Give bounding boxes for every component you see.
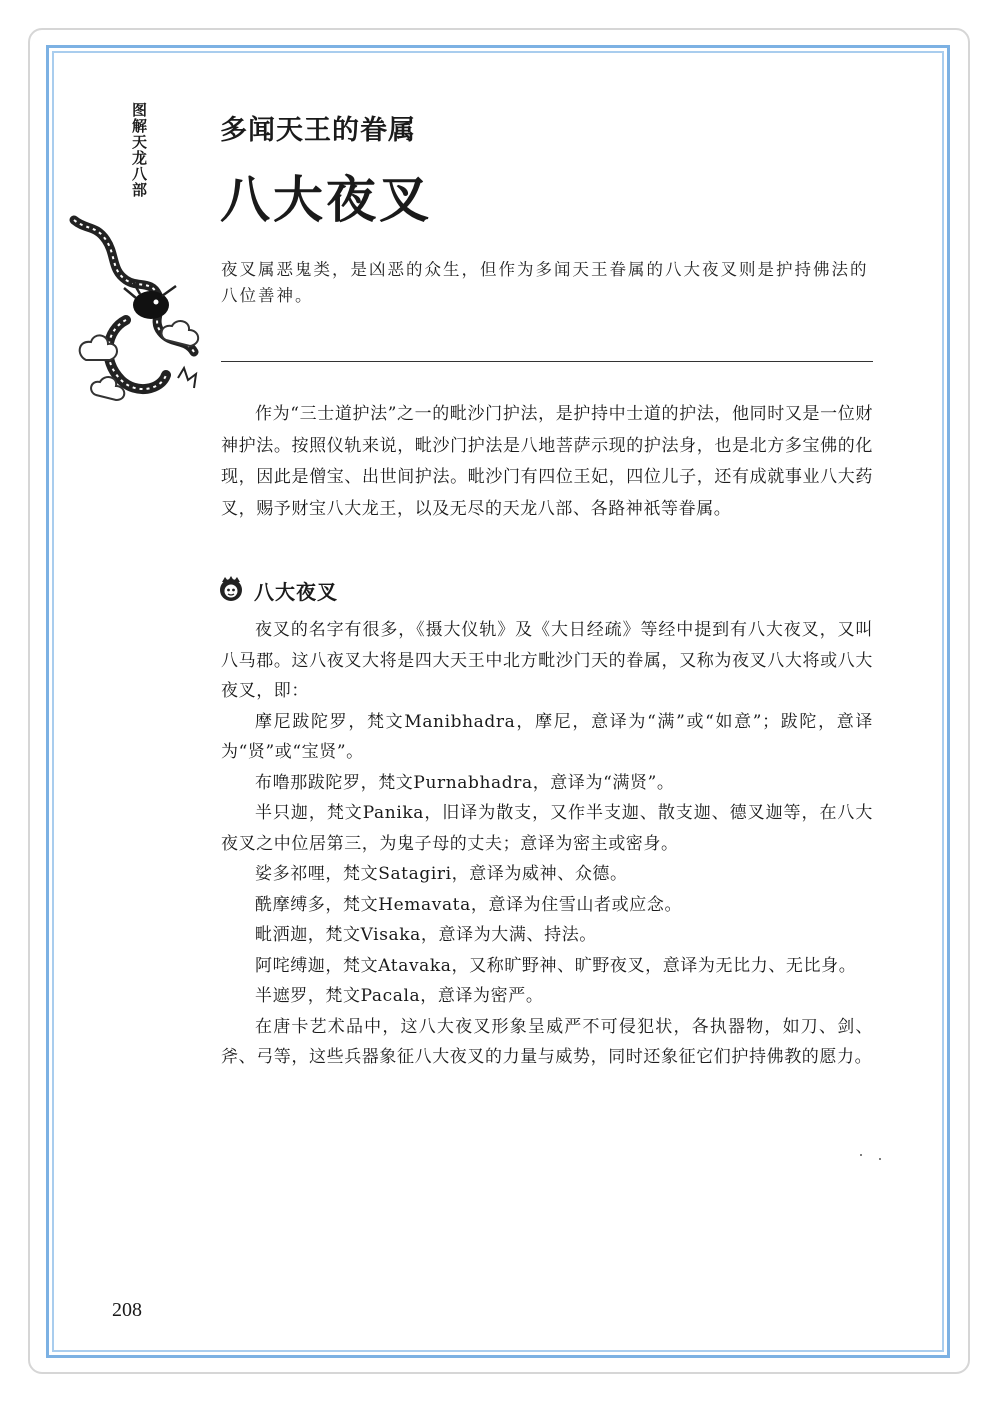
section-heading-label: 八大夜叉 [254,579,338,604]
section-paragraph: 娑多祁哩，梵文Satagiri，意译为威神、众德。 [255,864,628,884]
lead-paragraph: 夜叉属恶鬼类，是凶恶的众生，但作为多闻天王眷属的八大夜叉则是护持佛法的八位善神。 [221,260,869,305]
section-paragraph: 摩尼跋陀罗，梵文Manibhadra，摩尼，意译为“满”或“如意”；跋陀，意译为“贤”或“宝贤”。 [221,711,873,762]
intro-paragraph: 作为“三士道护法”之一的毗沙门护法，是护持中士道的护法，他同时又是一位财神护法。按照仪轨来说，毗沙门护法是八地菩萨示现的护法身，也是北方多宝佛的化现，因此是僧宝、出世间护法。毗沙门有四位王妃，四位儿子，还有成就事业八大药叉，赐予财宝八大龙王，以及无尽的天龙八部、各路神祇等眷属。 [221,404,873,519]
section-body [221,615,873,1073]
divider-rule [221,361,873,362]
dragon-illustration-icon [66,210,216,415]
section-paragraph: 夜叉的名字有很多，《摄大仪轨》及《大日经疏》等经中提到有八大夜叉，又叫八马郡。这八夜叉大将是四大天王中北方毗沙门天的眷属，又称为夜叉八大将或八大夜叉，即： [221,620,873,701]
series-vertical-label: 图解天龙八部 [130,102,148,198]
section-heading [217,575,338,605]
yaksha-head-icon [217,575,245,605]
section-kicker: 多闻天王的眷属 [220,115,416,146]
section-paragraph: 在唐卡艺术品中，这八大夜叉形象呈威严不可侵犯状，各执器物，如刀、剑、斧、弓等，这些兵器象征八大夜叉的力量与威势，同时还象征它们护持佛教的愿力。 [221,1016,873,1067]
section-paragraph: 酰摩缚多，梵文Hemavata，意译为住雪山者或应念。 [255,894,683,915]
section-paragraph: 布噜那跋陀罗，梵文Purnabhadra，意译为“满贤”。 [255,772,675,793]
section-paragraph: 毗洒迦，梵文Visaka，意译为大满、持法。 [255,925,597,945]
print-specks [858,1152,888,1162]
section-paragraph: 半只迦，梵文Panika，旧译为散支，又作半支迦、散支迦、德叉迦等，在八大夜叉之中位居第三，为鬼子母的丈夫；意译为密主或密身。 [221,803,873,854]
section-paragraph: 阿咤缚迦，梵文Atavaka，又称旷野神、旷野夜叉，意译为无比力、无比身。 [255,955,857,976]
intro-text [221,399,873,525]
page-number: 208 [112,1299,142,1321]
section-paragraph: 半遮罗，梵文Pacala，意译为密严。 [255,986,544,1006]
page-title: 八大夜叉 [220,171,432,229]
